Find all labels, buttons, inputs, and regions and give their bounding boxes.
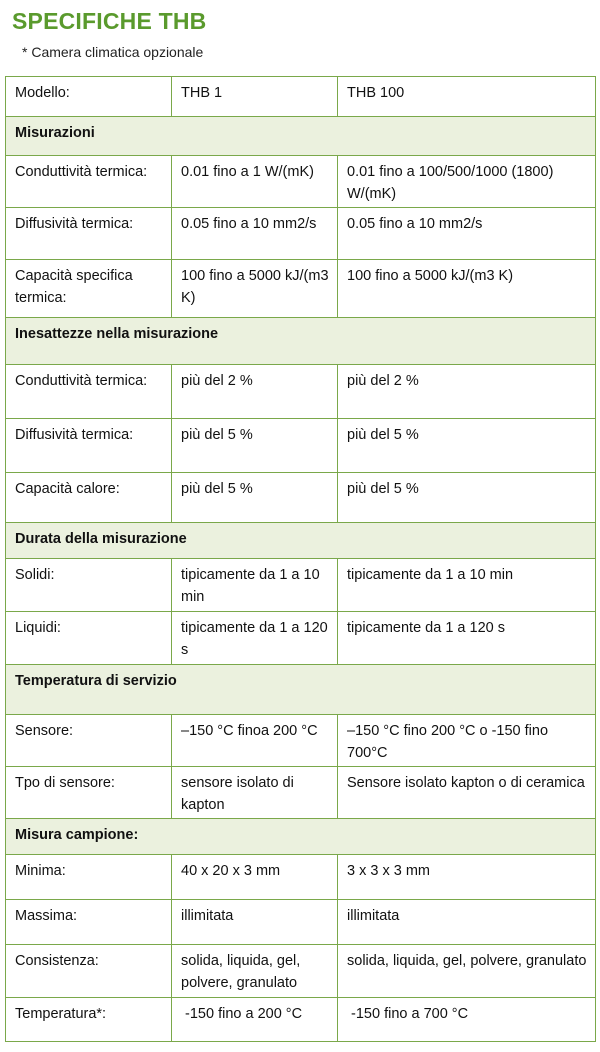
cell-thb1: 40 x 20 x 3 mm	[172, 855, 338, 900]
cell-thb1: solida, liquida, gel, polvere, granulato	[172, 945, 338, 998]
row-label: Diffusività termica:	[6, 419, 172, 473]
cell-thb1: 100 fino a 5000 kJ/(m3 K)	[172, 260, 338, 318]
section-title: Temperatura di servizio	[6, 665, 596, 715]
cell-thb100: 0.05 fino a 10 mm2/s	[338, 208, 596, 260]
cell-thb100: Sensore isolato kapton o di ceramica	[338, 767, 596, 819]
table-row	[6, 767, 596, 819]
table-row	[6, 945, 596, 998]
cell-thb1: –150 °C finoa 200 °C	[172, 715, 338, 767]
row-label: Conduttività termica:	[6, 156, 172, 208]
table-row	[6, 715, 596, 767]
row-label: Sensore:	[6, 715, 172, 767]
table-row	[6, 998, 596, 1042]
optional-note: * Camera climatica opzionale	[22, 44, 204, 60]
section-row	[6, 523, 596, 559]
cell-thb100: –150 °C fino 200 °C o -150 fino 700°C	[338, 715, 596, 767]
cell-thb1: tipicamente da 1 a 120 s	[172, 612, 338, 665]
row-label: Conduttività termica:	[6, 365, 172, 419]
cell-thb100: tipicamente da 1 a 120 s	[338, 612, 596, 665]
cell-thb1: tipicamente da 1 a 10 min	[172, 559, 338, 612]
table-row	[6, 419, 596, 473]
header-model-2: THB 100	[338, 77, 596, 117]
header-model-1: THB 1	[172, 77, 338, 117]
header-label: Modello:	[6, 77, 172, 117]
cell-thb100: tipicamente da 1 a 10 min	[338, 559, 596, 612]
section-title: Misurazioni	[6, 117, 596, 156]
cell-thb100: più del 5 %	[338, 473, 596, 523]
row-label: Tpo di sensore:	[6, 767, 172, 819]
table-row	[6, 855, 596, 900]
section-row	[6, 117, 596, 156]
section-row	[6, 819, 596, 855]
header-row	[6, 77, 596, 117]
table-row	[6, 559, 596, 612]
row-label: Solidi:	[6, 559, 172, 612]
row-label: Diffusività termica:	[6, 208, 172, 260]
table-row	[6, 900, 596, 945]
table-row	[6, 473, 596, 523]
row-label: Massima:	[6, 900, 172, 945]
cell-thb100: 0.01 fino a 100/500/1000 (1800) W/(mK)	[338, 156, 596, 208]
row-label: Capacità specifica termica:	[6, 260, 172, 318]
cell-thb100: solida, liquida, gel, polvere, granulato	[338, 945, 596, 998]
row-label: Capacità calore:	[6, 473, 172, 523]
cell-thb1: illimitata	[172, 900, 338, 945]
table-row	[6, 365, 596, 419]
table-row	[6, 260, 596, 318]
row-label: Temperatura*:	[6, 998, 172, 1042]
table-row	[6, 156, 596, 208]
cell-thb100: illimitata	[338, 900, 596, 945]
section-row	[6, 665, 596, 715]
row-label: Consistenza:	[6, 945, 172, 998]
cell-thb1: -150 fino a 200 °C	[172, 998, 338, 1042]
table-row	[6, 208, 596, 260]
cell-thb1: più del 5 %	[172, 419, 338, 473]
row-label: Minima:	[6, 855, 172, 900]
cell-thb1: 0.05 fino a 10 mm2/s	[172, 208, 338, 260]
cell-thb100: 100 fino a 5000 kJ/(m3 K)	[338, 260, 596, 318]
section-row	[6, 318, 596, 365]
page-title: SPECIFICHE THB	[12, 8, 207, 34]
cell-thb1: più del 2 %	[172, 365, 338, 419]
cell-thb1: sensore isolato di kapton	[172, 767, 338, 819]
cell-thb100: 3 x 3 x 3 mm	[338, 855, 596, 900]
cell-thb1: 0.01 fino a 1 W/(mK)	[172, 156, 338, 208]
row-label: Liquidi:	[6, 612, 172, 665]
cell-thb100: -150 fino a 700 °C	[338, 998, 596, 1042]
section-title: Misura campione:	[6, 819, 596, 855]
cell-thb1: più del 5 %	[172, 473, 338, 523]
section-title: Durata della misurazione	[6, 523, 596, 559]
table-row	[6, 612, 596, 665]
cell-thb100: più del 2 %	[338, 365, 596, 419]
spec-table	[5, 76, 596, 1042]
cell-thb100: più del 5 %	[338, 419, 596, 473]
section-title: Inesattezze nella misurazione	[6, 318, 596, 365]
